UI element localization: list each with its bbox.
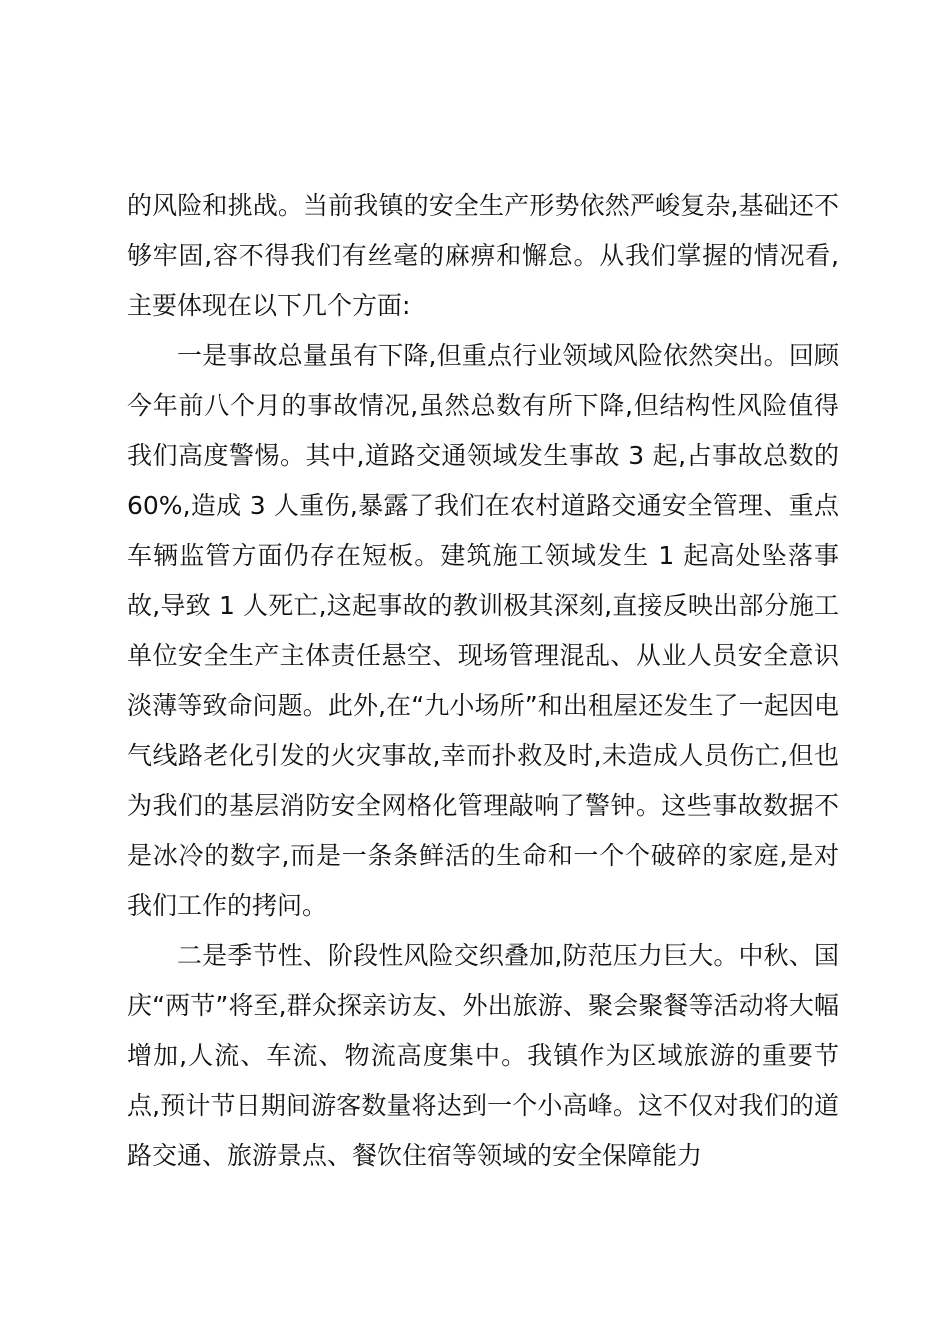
body-text (127, 181, 839, 1181)
paragraph-accidents: 一是事故总量虽有下降,但重点行业领域风险依然突出。回顾今年前八个月的事故情况,虽然总数有所下降,但结构性风险值得我们高度警惕。其中,道路交通领域发生事故 3 起,占事故总数的 60%,造成 3 人重伤,暴露了我们在农村道路交通安全管理、重点车辆监管方面仍存在短板。建筑施工领域发生 1 起高处坠落事故,导致 1 人死亡,这起事故的教训极其深刻,直接反映出部分施工单位安全生产主体责任悬空、现场管理混乱、从业人员安全意识淡薄等致命问题。此外,在“九小场所”和出租屋还发生了一起因电气线路老化引发的火灾事故,幸而扑救及时,未造成人员伤亡,但也为我们的基层消防安全网格化管理敲响了警钟。这些事故数据不是冰冷的数字,而是一条条鲜活的生命和一个个破碎的家庭,是对我们工作的拷问。 (127, 341, 839, 920)
paragraph-continued: 的风险和挑战。当前我镇的安全生产形势依然严峻复杂,基础还不够牢固,容不得我们有丝毫的麻痹和懈怠。从我们掌握的情况看,主要体现在以下几个方面: (127, 191, 839, 320)
paragraph-seasonal-risks: 二是季节性、阶段性风险交织叠加,防范压力巨大。中秋、国庆“两节”将至,群众探亲访友、外出旅游、聚会聚餐等活动将大幅增加,人流、车流、物流高度集中。我镇作为区域旅游的重要节点,预计节日期间游客数量将达到一个小高峰。这不仅对我们的道路交通、旅游景点、餐饮住宿等领域的安全保障能力 (127, 941, 839, 1170)
